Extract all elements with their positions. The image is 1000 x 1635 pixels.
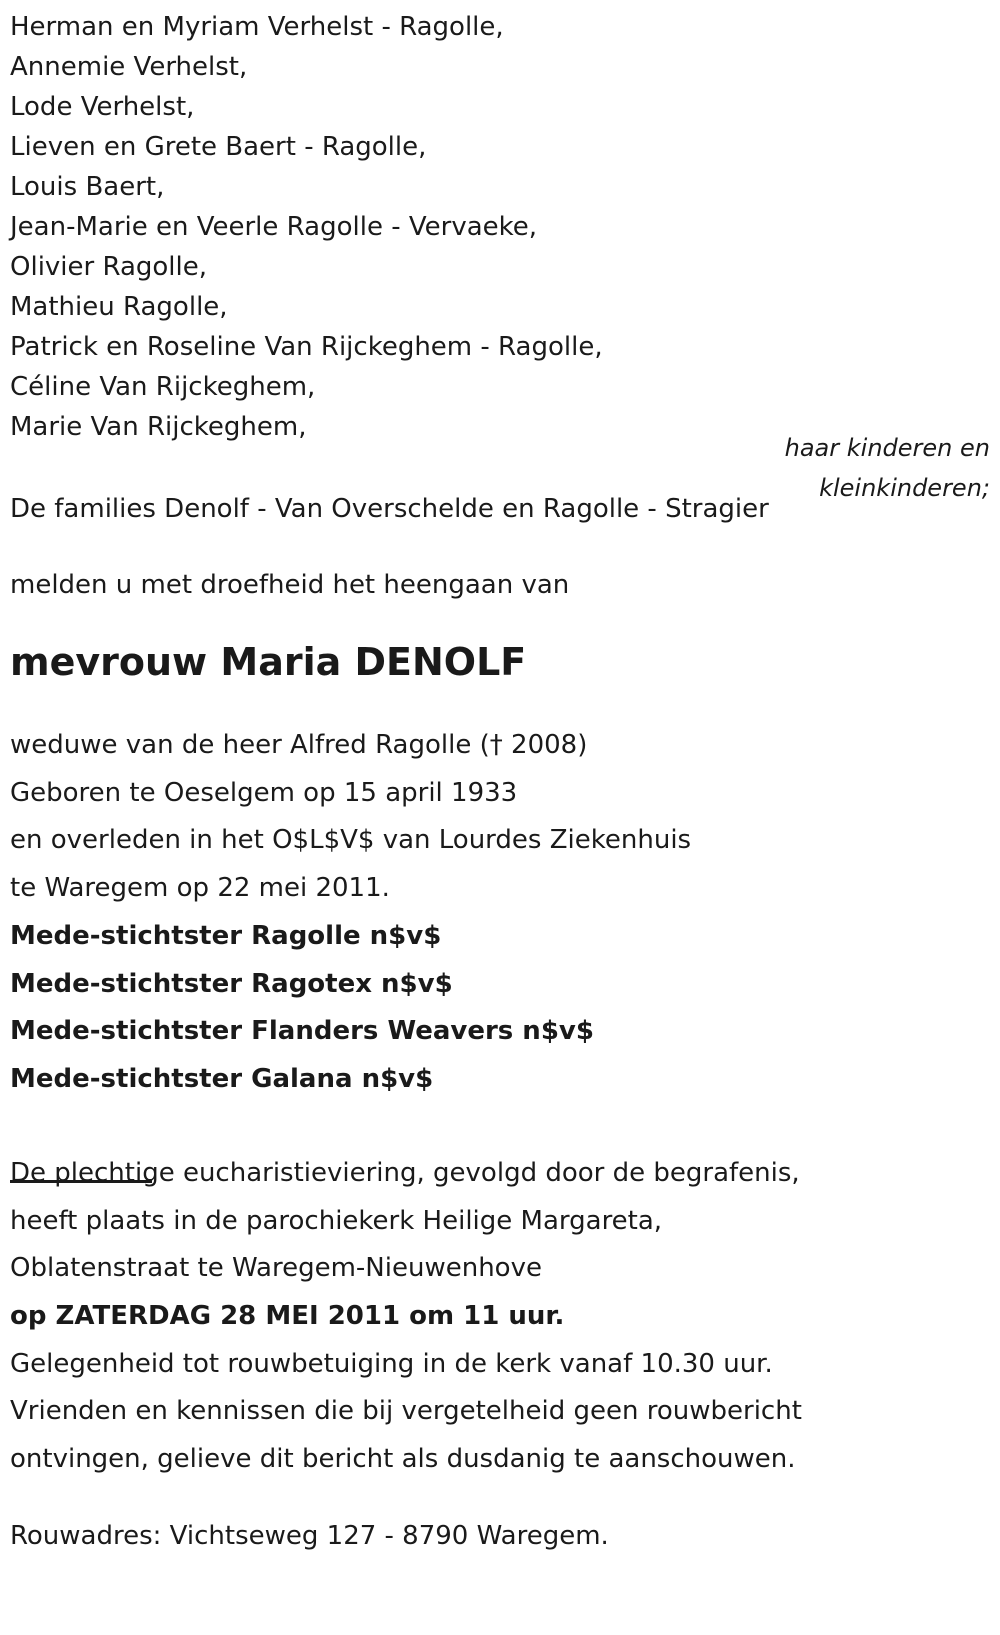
family-list (10, 7, 603, 447)
family-member: Patrick en Roseline Van Rijckeghem - Ragolle, (10, 332, 603, 362)
family-member: Jean-Marie en Veerle Ragolle - Vervaeke, (10, 212, 538, 242)
family-member: Lode Verhelst, (10, 92, 195, 122)
ceremony-line-1: De plechtige eucharistieviering, gevolgd door de begrafenis, (10, 1158, 800, 1188)
family-member: Annemie Verhelst, (10, 52, 248, 82)
ceremony-when: op ZATERDAG 28 MEI 2011 om 11 uur. (10, 1301, 565, 1331)
family-member: Lieven en Grete Baert - Ragolle, (10, 132, 427, 162)
family-member: Mathieu Ragolle, (10, 292, 228, 322)
deceased-name: mevrouw Maria DENOLF (10, 640, 527, 684)
condolence-line: Gelegenheid tot rouwbetuiging in de kerk vanaf 10.30 uur. (10, 1349, 773, 1379)
detail-widow: weduwe van de heer Alfred Ragolle († 2008) (10, 730, 588, 760)
family-member: Louis Baert, (10, 172, 165, 202)
ceremony-line-2: heeft plaats in de parochiekerk Heilige Margareta, (10, 1206, 663, 1236)
family-member: Marie Van Rijckeghem, (10, 412, 307, 442)
relation-line-1: haar kinderen en (784, 434, 990, 462)
detail-born: Geboren te Oeselgem op 15 april 1933 (10, 778, 518, 808)
family-member: Olivier Ragolle, (10, 252, 208, 282)
notice-line-1: Vrienden en kennissen die bij vergetelheid geen rouwbericht (10, 1396, 802, 1426)
announcement: melden u met droefheid het heengaan van (10, 570, 570, 600)
relation-line-2: kleinkinderen; (819, 474, 990, 502)
role-line: Mede-stichtster Ragolle n$v$ (10, 921, 442, 951)
detail-died: en overleden in het O$L$V$ van Lourdes Ziekenhuis (10, 825, 692, 855)
families-line: De families Denolf - Van Overschelde en Ragolle - Stragier (10, 494, 769, 524)
role-line: Mede-stichtster Galana n$v$ (10, 1064, 434, 1094)
role-line: Mede-stichtster Ragotex n$v$ (10, 969, 453, 999)
ceremony-line-3: Oblatenstraat te Waregem-Nieuwenhove (10, 1253, 542, 1283)
family-member: Herman en Myriam Verhelst - Ragolle, (10, 12, 504, 42)
detail-date: te Waregem op 22 mei 2011. (10, 873, 390, 903)
notice-line-2: ontvingen, gelieve dit bericht als dusdanig te aanschouwen. (10, 1444, 796, 1474)
role-line: Mede-stichtster Flanders Weavers n$v$ (10, 1016, 594, 1046)
relation-note (785, 428, 990, 508)
family-member: Céline Van Rijckeghem, (10, 372, 316, 402)
mourning-address: Rouwadres: Vichtseweg 127 - 8790 Waregem. (10, 1521, 609, 1551)
